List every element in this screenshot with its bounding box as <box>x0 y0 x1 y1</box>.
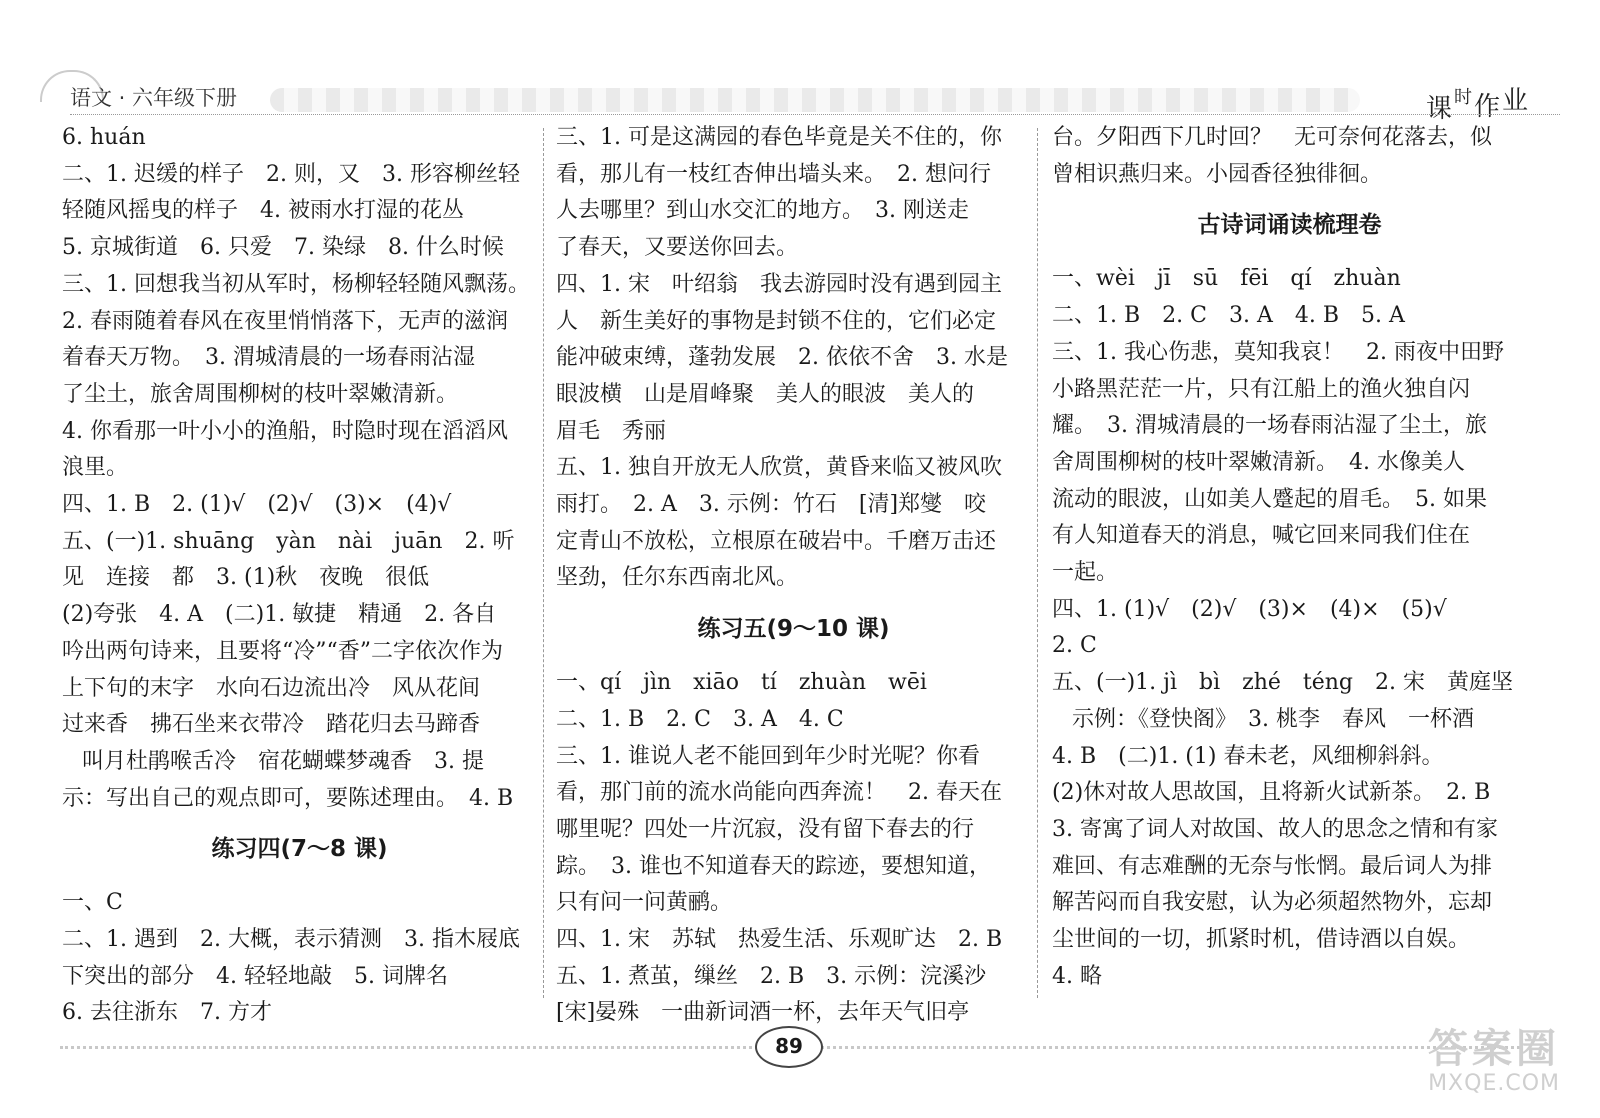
answer-line: 流动的眼波，山如美人蹙起的眉毛。 5. 如果 <box>1052 486 1487 512</box>
answer-line: 4. B (二)1. (1) 春未老，风细柳斜斜。 <box>1052 743 1444 769</box>
section-heading: 练习五(9～10 课) <box>697 616 890 643</box>
answer-line: 二、1. B 2. C 3. A 4. C <box>556 706 844 732</box>
answer-line: 舍周围柳树的枝叶翠嫩清新。 4. 水像美人 <box>1052 449 1465 475</box>
answer-line: 四、1. 宋 叶绍翁 我去游园时没有遇到园主 <box>556 271 1002 297</box>
answer-line: 着春天万物。 3. 渭城清晨的一场春雨沾湿 <box>62 345 475 371</box>
answer-line: 下突出的部分 4. 轻轻地敲 5. 词牌名 <box>62 963 448 989</box>
answer-line: 四、1. (1)√ (2)√ (3)× (4)× (5)√ <box>1052 596 1447 622</box>
section-heading: 古诗词诵读梳理卷 <box>1197 212 1382 239</box>
answer-line: 踪。 3. 谁也不知道春天的踪迹，要想知道， <box>556 853 991 879</box>
subject-label: 语文 · 六年级下册 <box>70 86 238 110</box>
answer-line: (2)夸张 4. A (二)1. 敏捷 精通 2. 各自 <box>62 602 497 628</box>
brand-char: 时 <box>1453 87 1474 108</box>
answer-line: 能冲破束缚，蓬勃发展 2. 依依不舍 3. 水是 <box>556 345 1008 371</box>
answer-line: 3. 寄寓了词人对故国、故人的思念之情和有家 <box>1052 816 1498 842</box>
header-rule <box>70 114 1560 115</box>
watermark-logo-text: 答案圈 <box>1428 1026 1560 1072</box>
answer-line: 三、1. 谁说人老不能回到年少时光呢？你看 <box>556 743 980 769</box>
answer-line: 哪里呢？四处一片沉寂，没有留下春去的行 <box>556 816 975 842</box>
answer-line: 五、(一)1. jì bì zhé téng 2. 宋 黄庭坚 <box>1052 670 1514 696</box>
answer-line: 人 新生美好的事物是封锁不住的，它们必定 <box>556 308 997 334</box>
answer-line: 台。夕阳西下几时回？ 无可奈何花落去，似 <box>1052 125 1493 150</box>
answer-line: 三、1. 可是这满园的春色毕竟是关不住的，你 <box>556 125 1002 150</box>
answer-line: 曾相识燕归来。小园香径独徘徊。 <box>1052 161 1383 187</box>
answer-line: 5. 京城街道 6. 只爱 7. 染绿 8. 什么时候 <box>62 235 504 261</box>
brand-char: 业 <box>1501 86 1530 116</box>
answer-line: 四、1. B 2. (1)√ (2)√ (3)× (4)√ <box>62 492 452 518</box>
series-brand <box>1425 70 1530 124</box>
answer-line: 一、wèi jī sū fēi qí zhuàn <box>1052 266 1401 292</box>
answer-column-right <box>1052 120 1527 995</box>
answer-line: 眼波横 山是眉峰聚 美人的眼波 美人的 <box>556 381 975 407</box>
answer-line: 定青山不放松，立根原在破岩中。千磨万击还 <box>556 528 997 554</box>
answer-line: 小路黑茫茫一片，只有江船上的渔火独自闪 <box>1052 376 1471 402</box>
brand-char: 课 <box>1425 94 1454 124</box>
answer-line: 一、qí jìn xiāo tí zhuàn wēi <box>556 670 927 696</box>
answer-line: 有人知道春天的消息，喊它回来同我们住在 <box>1052 523 1471 549</box>
answer-line: 一、C <box>62 890 123 916</box>
answer-line: 五、1. 煮茧，缫丝 2. B 3. 示例：浣溪沙 <box>556 963 987 989</box>
answer-line: 4. 你看那一叶小小的渔船，时隐时现在滔滔风 <box>62 418 508 444</box>
answer-line: 二、1. B 2. C 3. A 4. B 5. A <box>1052 303 1405 329</box>
answer-line: 看，那儿有一枝红杏伸出墙头来。 2. 想问行 <box>556 161 991 187</box>
answer-line: 四、1. 宋 苏轼 热爱生活、乐观旷达 2. B <box>556 927 1003 953</box>
answer-line: 一起。 <box>1052 560 1119 586</box>
answer-line: 轻随风摇曳的样子 4. 被雨水打湿的花丛 <box>62 198 464 224</box>
answer-line: 吟出两句诗来，且要将“冷”“香”二字依次作为 <box>62 638 503 664</box>
answer-line: (2)休对故人思故国，且将新火试新茶。 2. B <box>1052 780 1491 806</box>
page-footer <box>60 1026 1520 1066</box>
answer-line: 只有问一问黄鹂。 <box>556 890 733 916</box>
answer-line: 难回、有志难酬的无奈与怅惘。最后词人为排 <box>1052 853 1493 879</box>
answer-line: 4. 略 <box>1052 963 1102 989</box>
page-header <box>40 70 1570 124</box>
answer-line: 五、(一)1. shuāng yàn nài juān 2. 听 <box>62 528 515 554</box>
answer-line: 眉毛 秀丽 <box>556 418 667 444</box>
answer-line: 叫月杜鹃喉舌冷 宿花蝴蝶梦魂香 3. 提 <box>82 748 484 774</box>
section-heading: 练习四(7～8 课) <box>211 836 388 863</box>
answer-line: 二、1. 遇到 2. 大概，表示猜测 3. 指木屐底 <box>62 927 520 953</box>
answer-line: 了尘土，旅舍周围柳树的枝叶翠嫩清新。 <box>62 381 459 407</box>
answer-line: 耀。 3. 渭城清晨的一场春雨沾湿了尘土，旅 <box>1052 413 1487 439</box>
answer-line: 6. 去往浙东 7. 方才 <box>62 1000 272 1026</box>
answer-line: 五、1. 独自开放无人欣赏，黄昏来临又被风吹 <box>556 455 1002 481</box>
answer-line: 尘世间的一切，抓紧时机，借诗酒以自娱。 <box>1052 927 1471 953</box>
watermark-url: MXQE.COM <box>1428 1071 1560 1096</box>
answer-line: 过来香 拂石坐来衣带冷 踏花归去马蹄香 <box>62 712 481 738</box>
answer-line: 示例：《登快阁》 3. 桃李 春风 一杯酒 <box>1072 706 1474 732</box>
column-divider <box>543 128 544 998</box>
answer-line: 看，那门前的流水尚能向西奔流！ 2. 春天在 <box>556 780 1002 806</box>
answer-line: 见 连接 都 3. (1)秋 夜晚 很低 <box>62 565 430 591</box>
answer-line: 2. 春雨随着春风在夜里悄悄落下，无声的滋润 <box>62 308 508 334</box>
answer-column-middle <box>556 120 1031 1032</box>
answer-line: 浪里。 <box>62 455 129 481</box>
answer-line: 了春天，又要送你回去。 <box>556 235 799 261</box>
answer-line: 二、1. 迟缓的样子 2. 则，又 3. 形容柳丝轻 <box>62 161 520 187</box>
brand-char: 作 <box>1473 92 1502 122</box>
answer-line: 雨打。 2. A 3. 示例：竹石 [清]郑燮 咬 <box>556 492 987 518</box>
site-watermark <box>1428 1027 1560 1096</box>
answer-line: 解苦闷而自我安慰，认为必须超然物外，忘却 <box>1052 890 1493 916</box>
page-number: 89 <box>755 1026 823 1068</box>
answer-line: 三、1. 我心伤悲，莫知我哀！ 2. 雨夜中田野 <box>1052 339 1504 365</box>
header-decorative-band <box>270 88 1360 112</box>
answer-line: [宋]晏殊 一曲新词酒一杯，去年天气旧亭 <box>556 1000 970 1026</box>
answer-line: 2. C <box>1052 633 1097 659</box>
answer-line: 6. huán <box>62 125 146 150</box>
column-divider <box>1037 128 1038 998</box>
answer-line: 坚劲，任尔东西南北风。 <box>556 565 799 591</box>
answer-line: 上下句的末字 水向石边流出冷 风从花间 <box>62 675 481 701</box>
answer-line: 示：写出自己的观点即可，要陈述理由。 4. B <box>62 785 514 811</box>
answer-line: 三、1. 回想我当初从军时，杨柳轻轻随风飘荡。 <box>62 271 530 297</box>
answer-line: 人去哪里？到山水交汇的地方。 3. 刚送走 <box>556 198 969 224</box>
answer-column-left <box>62 120 537 1032</box>
